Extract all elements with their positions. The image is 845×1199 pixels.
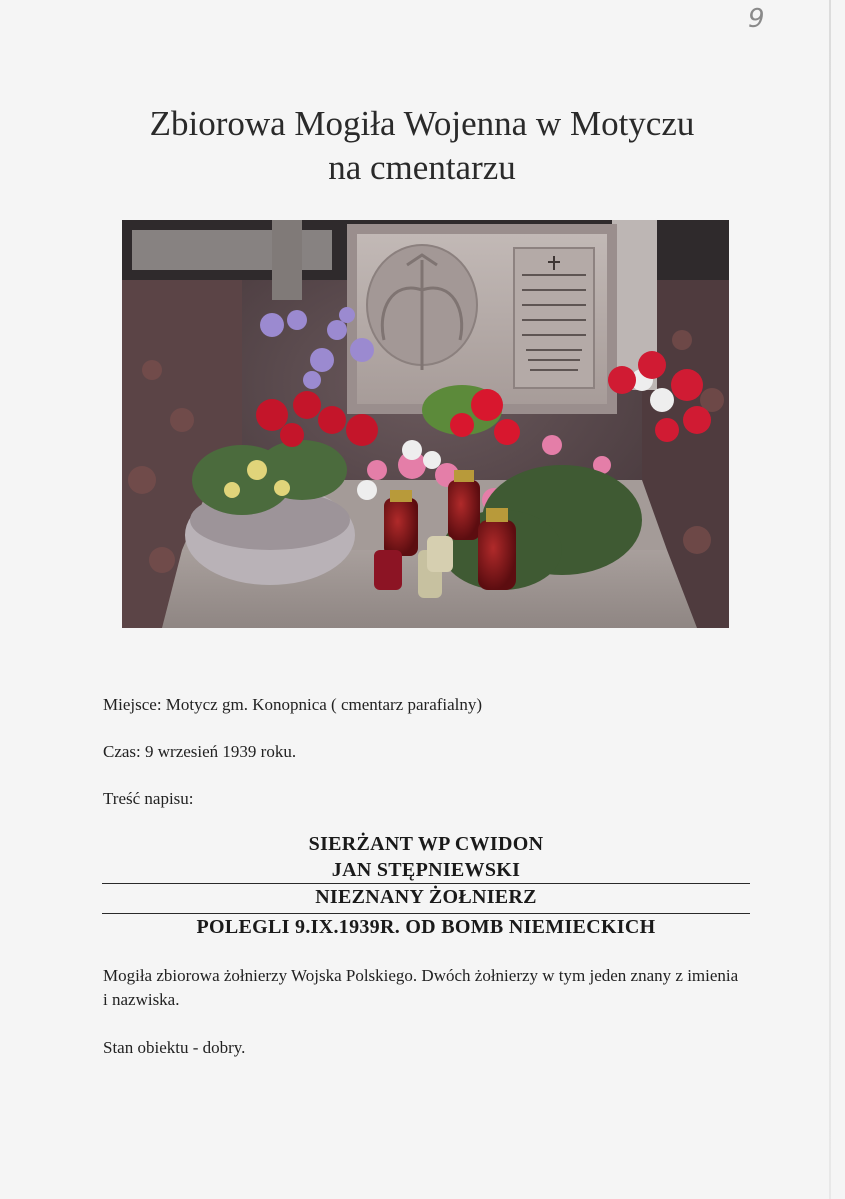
page-title: [60, 102, 784, 190]
inscription-divider-2: [102, 913, 750, 914]
inscription-line-3: NIEZNANY ŻOŁNIERZ: [315, 886, 537, 908]
time-line: Czas: 9 wrzesień 1939 roku.: [103, 742, 297, 761]
page-edge-shadow: [829, 0, 831, 1199]
grave-description: Mogiła zbiorowa żołnierzy Wojska Polskiego. Dwóch żołnierzy w tym jeden znany z imienia i nazwiska.: [103, 966, 739, 1009]
object-status: Stan obiektu - dobry.: [103, 1038, 246, 1057]
inscription-line-4: POLEGLI 9.IX.1939R. OD BOMB NIEMIECKICH: [196, 916, 656, 938]
inscription-label: Treść napisu:: [103, 789, 194, 808]
inscription-divider-1: [102, 883, 750, 884]
title-line-1: Zbiorowa Mogiła Wojenna w Motyczu: [149, 104, 695, 143]
inscription-line-2: JAN STĘPNIEWSKI: [331, 859, 521, 881]
grave-photo: [122, 220, 729, 628]
place-line: Miejsce: Motycz gm. Konopnica ( cmentarz parafialny): [103, 695, 483, 714]
title-line-2: na cmentarzu: [328, 148, 516, 187]
handwritten-page-number: 9: [748, 4, 765, 34]
inscription-line-1: SIERŻANT WP CWIDON: [308, 833, 544, 855]
